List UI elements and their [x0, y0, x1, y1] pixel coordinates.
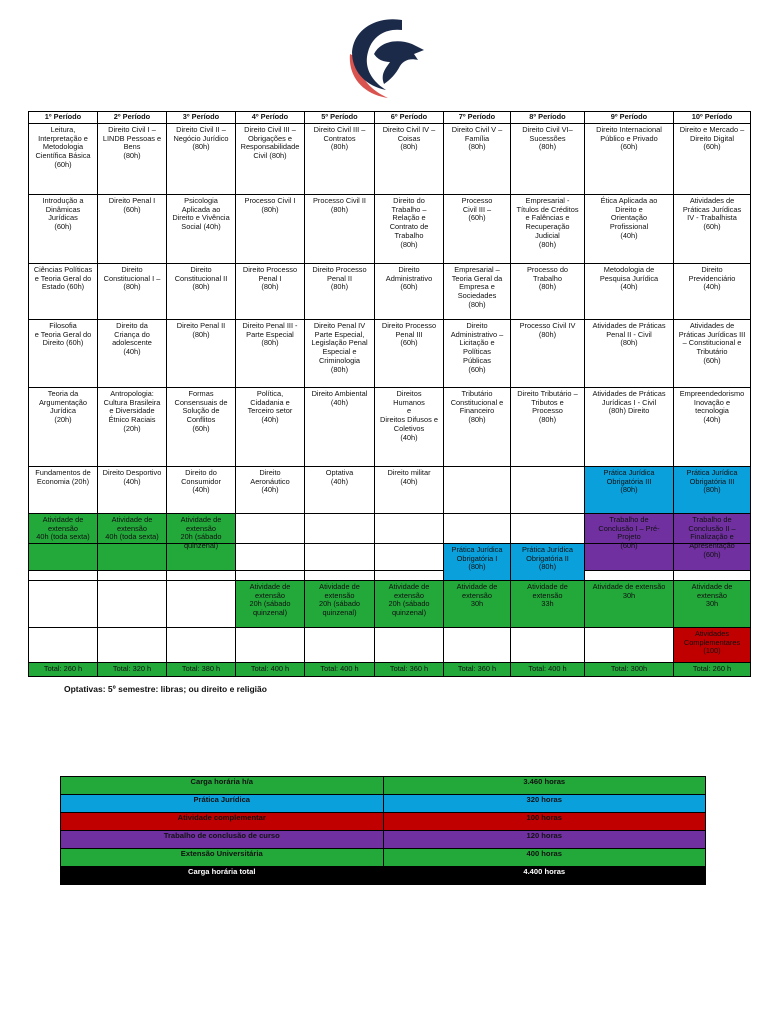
- course-cell: [167, 320, 236, 388]
- course-name: Direito Desportivo (40h): [102, 468, 162, 486]
- empty-cell: [674, 544, 751, 581]
- course-cell: [375, 195, 444, 264]
- empty-cell: [167, 581, 236, 628]
- course-cell: [444, 320, 511, 388]
- course-name: Leitura, Interpretação e Metodologia Científica Básica (60h): [35, 125, 91, 169]
- course-name: Direito do Consumidor (40h): [181, 468, 221, 495]
- empty-cell: [305, 628, 375, 663]
- course-cell: [444, 195, 511, 264]
- course-cell: [98, 124, 167, 195]
- course-name: Direito Civil VI– Sucessões (80h): [522, 125, 573, 152]
- summary-value: 100 horas: [383, 813, 706, 831]
- course-name: Direitos Humanos e Direitos Difusos e Coletivos (40h): [380, 389, 438, 442]
- workload-summary-table: [60, 776, 706, 885]
- course-name: Direito Administrativo – Licitação e Políticas Públicas (60h): [450, 321, 504, 374]
- summary-row: [61, 813, 706, 831]
- extra-activities-table: [28, 543, 751, 677]
- course-cell: [236, 320, 305, 388]
- course-row: [29, 264, 751, 320]
- empty-cell: [444, 467, 511, 514]
- period-total: Total: 360 h: [444, 663, 511, 677]
- summary-row: [61, 849, 706, 867]
- course-cell: [98, 388, 167, 467]
- course-name: Atividade de extensão 20h (sábado quinzenal): [388, 582, 430, 618]
- summary-label: Extensão Universitária: [61, 849, 384, 867]
- course-name: Filosofia e Teoria Geral do Direito (60h): [34, 321, 92, 348]
- course-cell: [511, 320, 585, 388]
- course-cell: [305, 195, 375, 264]
- course-cell: [585, 195, 674, 264]
- course-name: Atividades de Práticas Jurídicas III – Constitucional e Tributário (60h): [678, 321, 746, 365]
- course-cell: [236, 124, 305, 195]
- course-cell: [444, 264, 511, 320]
- period-header: 8º Período: [511, 112, 585, 124]
- course-cell: [305, 581, 375, 628]
- empty-cell: [305, 544, 375, 581]
- course-name: Teoria da Argumentação Jurídica (20h): [38, 389, 88, 425]
- course-cell: [29, 467, 98, 514]
- course-name: Direito da Criança do adolescente (40h): [112, 321, 152, 357]
- course-cell: [98, 264, 167, 320]
- summary-label: Carga horária h/a: [61, 777, 384, 795]
- course-cell: [29, 264, 98, 320]
- course-cell: [674, 581, 751, 628]
- course-name: Atividades Complementares (100): [683, 629, 741, 656]
- course-name: Atividade de extensão 30h: [456, 582, 498, 609]
- period-header: 6º Período: [375, 112, 444, 124]
- course-name: Atividade de extensão 40h (toda sexta): [36, 515, 90, 542]
- course-name: Processo Civil III – (60h): [461, 196, 493, 223]
- summary-value: 320 horas: [383, 795, 706, 813]
- empty-cell: [511, 467, 585, 514]
- course-name: Direito Civil I – LINDB Pessoas e Bens (80h): [102, 125, 162, 161]
- course-name: Direito do Trabalho – Relação e Contrato de Trabalho (80h): [389, 196, 429, 249]
- course-cell: [305, 124, 375, 195]
- course-name: Ciências Políticas e Teoria Geral do Estado (60h): [33, 265, 93, 292]
- empty-cell: [29, 581, 98, 628]
- summary-row: [61, 831, 706, 849]
- course-name: Direito Processo Penal III (60h): [381, 321, 437, 348]
- course-name: Processo Civil I (80h): [244, 196, 296, 214]
- course-name: Ética Aplicada ao Direito e Orientação Profissional (40h): [600, 196, 658, 240]
- course-cell: [674, 124, 751, 195]
- summary-value: 120 horas: [383, 831, 706, 849]
- period-header: 10º Período: [674, 112, 751, 124]
- course-name: Trabalho de Conclusão I – Pré- Projeto (60h): [598, 515, 660, 551]
- period-header: 1º Período: [29, 112, 98, 124]
- course-name: Atividade de extensão 20h (sábado quinzenal): [318, 582, 361, 618]
- course-name: Atividades de Práticas Jurídicas I - Civil (80h) Direito: [592, 389, 666, 416]
- course-cell: [511, 544, 585, 581]
- summary-label: Prática Jurídica: [61, 795, 384, 813]
- course-name: Direito Ambiental (40h): [311, 389, 368, 407]
- course-cell: [674, 628, 751, 663]
- summary-row: [61, 795, 706, 813]
- course-name: Direito Penal IV Parte Especial, Legislação Penal Especial e Criminologia (80h): [311, 321, 368, 374]
- course-cell: [305, 467, 375, 514]
- course-name: Optativa (40h): [325, 468, 354, 486]
- curriculum-body: [29, 124, 751, 571]
- course-name: Processo Civil IV (80h): [519, 321, 576, 339]
- course-name: Direito Previdenciário (40h): [688, 265, 736, 292]
- empty-cell: [167, 544, 236, 581]
- course-cell: [236, 581, 305, 628]
- course-cell: [585, 264, 674, 320]
- course-cell: [511, 388, 585, 467]
- course-name: Antropologia: Cultura Brasileira e Diversidade Étnico Raciais (20h): [103, 389, 161, 433]
- course-name: Fundamentos de Economia (20h): [35, 468, 91, 486]
- period-total: Total: 400 h: [511, 663, 585, 677]
- course-name: Atividade de extensão 40h (toda sexta): [105, 515, 159, 542]
- extra-activities-body: [29, 544, 751, 663]
- course-cell: [444, 581, 511, 628]
- course-name: Prática Jurídica Obrigatória II (80h): [522, 545, 573, 572]
- course-cell: [305, 264, 375, 320]
- period-header: 5º Período: [305, 112, 375, 124]
- course-name: Atividade de extensão 30h: [691, 582, 733, 609]
- optional-subjects-note: Optativas: 5º semestre: libras; ou direito e religião: [64, 684, 267, 694]
- course-name: Introdução a Dinâmicas Jurídicas (60h): [42, 196, 84, 232]
- course-cell: [375, 124, 444, 195]
- course-cell: [585, 388, 674, 467]
- period-total: Total: 320 h: [98, 663, 167, 677]
- course-cell: [585, 581, 674, 628]
- course-name: Direito Civil IV – Coisas (80h): [382, 125, 436, 152]
- course-name: Direito militar (40h): [387, 468, 431, 486]
- summary-value: 400 horas: [383, 849, 706, 867]
- empty-cell: [98, 628, 167, 663]
- course-cell: [375, 581, 444, 628]
- period-total: Total: 260 h: [674, 663, 751, 677]
- period-total: Total: 360 h: [375, 663, 444, 677]
- course-row: [29, 320, 751, 388]
- course-cell: [375, 264, 444, 320]
- course-name: Direito Civil III – Contratos (80h): [313, 125, 366, 152]
- empty-cell: [167, 628, 236, 663]
- course-name: Metodologia de Pesquisa Jurídica (40h): [599, 265, 659, 292]
- empty-cell: [511, 628, 585, 663]
- empty-cell: [236, 544, 305, 581]
- empty-cell: [98, 581, 167, 628]
- course-cell: [674, 388, 751, 467]
- course-name: Prática Jurídica Obrigatória III (80h): [686, 468, 738, 495]
- course-name: Direito e Mercado – Direito Digital (60h): [679, 125, 745, 152]
- empty-cell: [375, 628, 444, 663]
- course-name: Atividade de extensão 20h (sábado quinzenal): [180, 515, 222, 551]
- course-cell: [375, 320, 444, 388]
- course-cell: [511, 581, 585, 628]
- course-name: Direito Civil III – Obrigações e Responsabilidade Civil (80h): [240, 125, 300, 161]
- course-cell: [444, 388, 511, 467]
- course-cell: [167, 195, 236, 264]
- course-name: Direito Civil V – Família (80h): [451, 125, 503, 152]
- summary-row: [61, 777, 706, 795]
- course-cell: [585, 467, 674, 514]
- course-name: Direito Processo Penal I (80h): [242, 265, 298, 292]
- course-name: Empresarial - Títulos de Créditos e Falências e Recuperação Judicial (80h): [516, 196, 579, 249]
- course-cell: [167, 124, 236, 195]
- course-name: Direito Constitucional I – (80h): [103, 265, 161, 292]
- eagle-head-icon: [374, 41, 424, 84]
- course-name: Trabalho de Conclusão II – Finalização e Apresentação (60h): [688, 515, 736, 559]
- course-cell: [585, 124, 674, 195]
- course-cell: [236, 195, 305, 264]
- course-name: Direito Penal III - Parte Especial (80h): [242, 321, 298, 348]
- course-name: Formas Consensuais de Solução de Conflitos (60h): [174, 389, 228, 433]
- empty-cell: [29, 544, 98, 581]
- empty-cell: [98, 544, 167, 581]
- course-name: Empresarial – Teoria Geral da Empresa e Sociedades (80h): [451, 265, 503, 309]
- course-name: Direito Constitucional II (80h): [174, 265, 228, 292]
- course-cell: [444, 124, 511, 195]
- course-name: Processo Civil II (80h): [313, 196, 366, 214]
- course-cell: [236, 388, 305, 467]
- course-cell: [98, 195, 167, 264]
- course-name: Direito Penal II (80h): [176, 321, 226, 339]
- course-cell: [511, 124, 585, 195]
- course-cell: [305, 388, 375, 467]
- course-cell: [29, 388, 98, 467]
- course-cell: [674, 320, 751, 388]
- course-row: [29, 581, 751, 628]
- period-header: 7º Período: [444, 112, 511, 124]
- course-row: [29, 467, 751, 514]
- period-total: Total: 380 h: [167, 663, 236, 677]
- course-cell: [375, 467, 444, 514]
- course-cell: [511, 264, 585, 320]
- period-total: Total: 400 h: [305, 663, 375, 677]
- period-header: 9º Período: [585, 112, 674, 124]
- totals-row: [29, 663, 751, 677]
- empty-cell: [236, 628, 305, 663]
- summary-value: 3.460 horas: [383, 777, 706, 795]
- period-header: 2º Período: [98, 112, 167, 124]
- course-name: Tributário Constitucional e Financeiro (80h): [450, 389, 504, 425]
- course-cell: [674, 195, 751, 264]
- course-name: Direito Processo Penal II (80h): [312, 265, 367, 292]
- course-cell: [674, 264, 751, 320]
- course-name: Prática Jurídica Obrigatória III (80h): [603, 468, 655, 495]
- summary-label: Atividade complementar: [61, 813, 384, 831]
- summary-row: [61, 867, 706, 885]
- period-header: 3º Período: [167, 112, 236, 124]
- course-name: Direito Aeronáutico (40h): [250, 468, 290, 495]
- course-row: [29, 388, 751, 467]
- course-name: Direito Penal I (60h): [108, 196, 156, 214]
- course-name: Direito Administrativo (60h): [385, 265, 433, 292]
- course-name: Política, Cidadania e Terceiro setor (40h): [247, 389, 293, 425]
- course-name: Empreendedorismo Inovação e tecnologia (40h): [679, 389, 745, 425]
- course-cell: [585, 320, 674, 388]
- course-name: Atividade de extensão 33h: [527, 582, 568, 609]
- course-cell: [167, 467, 236, 514]
- workload-summary-body: [61, 777, 706, 885]
- course-name: Atividades de Práticas Penal II - Civil (80h): [592, 321, 666, 348]
- course-cell: [674, 467, 751, 514]
- curriculum-table: [28, 111, 751, 571]
- course-cell: [511, 195, 585, 264]
- course-name: Atividades de Práticas Jurídicas IV - Trabalhista (60h): [682, 196, 742, 232]
- course-name: Atividade de extensão 20h (sábado quinzenal): [249, 582, 291, 618]
- period-total: Total: 400 h: [236, 663, 305, 677]
- course-cell: [29, 124, 98, 195]
- course-name: Direito Tributário – Tributos e Processo (80h): [517, 389, 578, 425]
- course-name: Psicologia Aplicada ao Direito e Vivência Social (40h): [172, 196, 230, 232]
- course-cell: [305, 320, 375, 388]
- summary-label: Trabalho de conclusão de curso: [61, 831, 384, 849]
- course-cell: [236, 467, 305, 514]
- empty-cell: [444, 628, 511, 663]
- course-row: [29, 628, 751, 663]
- course-name: Atividade de extensão 30h: [592, 582, 666, 600]
- course-cell: [29, 195, 98, 264]
- course-cell: [98, 320, 167, 388]
- course-cell: [29, 320, 98, 388]
- empty-cell: [585, 544, 674, 581]
- institution-logo: [340, 14, 430, 100]
- course-cell: [375, 388, 444, 467]
- course-row: [29, 195, 751, 264]
- empty-cell: [29, 628, 98, 663]
- period-total: Total: 300h: [585, 663, 674, 677]
- empty-cell: [375, 544, 444, 581]
- course-cell: [98, 467, 167, 514]
- summary-value: 4.400 horas: [383, 867, 706, 885]
- course-name: Prática Jurídica Obrigatória I (80h): [451, 545, 503, 572]
- course-cell: [167, 388, 236, 467]
- course-name: Direito Civil II – Negócio Jurídico (80h): [173, 125, 229, 152]
- course-row: [29, 124, 751, 195]
- period-header-row: [29, 112, 751, 124]
- course-row: [29, 544, 751, 581]
- course-cell: [444, 544, 511, 581]
- period-total: Total: 260 h: [29, 663, 98, 677]
- course-name: Direito Internacional Público e Privado (60h): [596, 125, 662, 152]
- course-cell: [167, 264, 236, 320]
- period-header: 4º Período: [236, 112, 305, 124]
- course-name: Processo do Trabalho (80h): [526, 265, 569, 292]
- summary-label: Carga horária total: [61, 867, 384, 885]
- course-cell: [236, 264, 305, 320]
- empty-cell: [585, 628, 674, 663]
